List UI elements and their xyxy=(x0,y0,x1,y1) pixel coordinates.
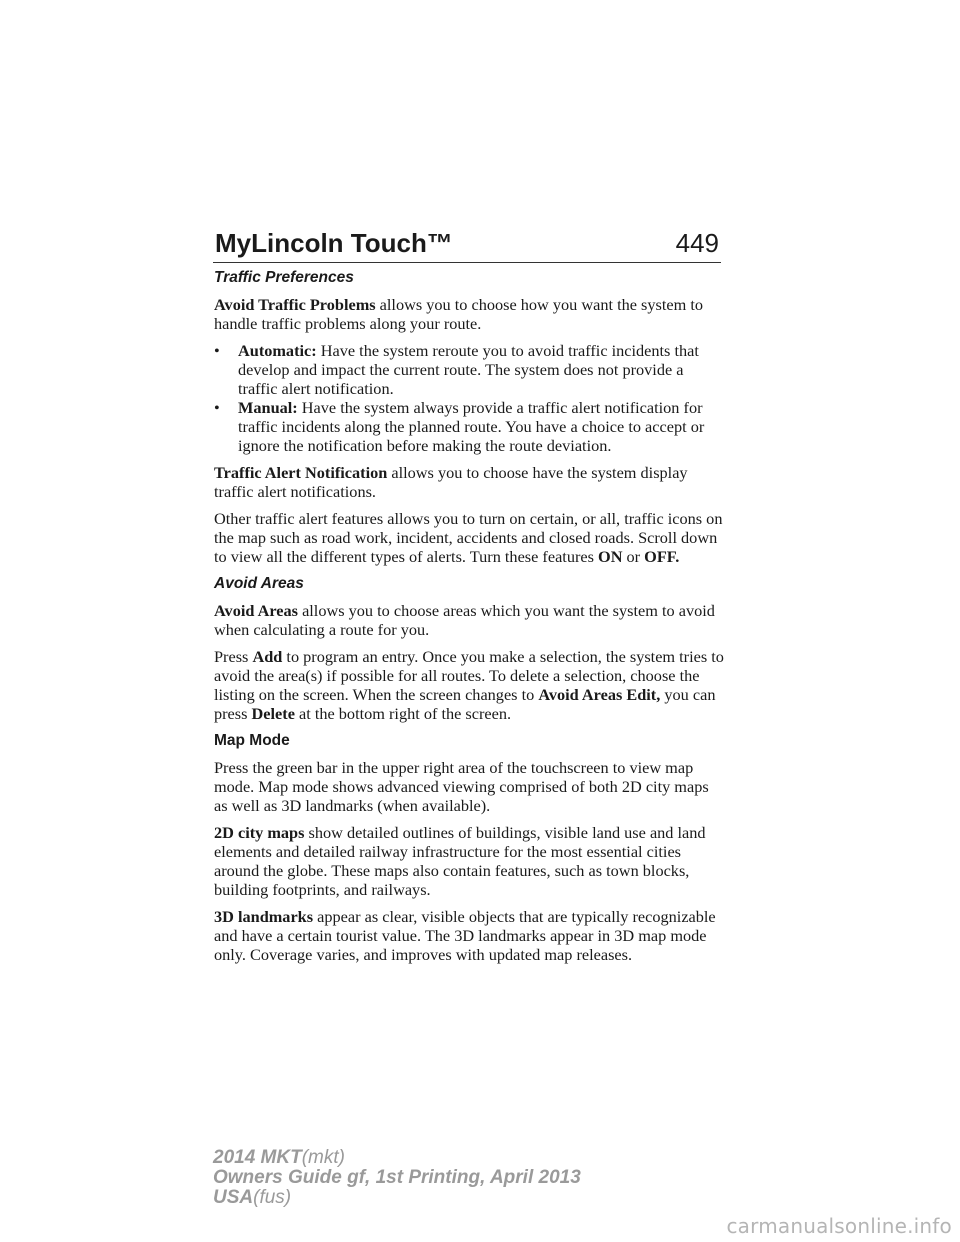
off-label: OFF. xyxy=(644,547,680,566)
page-header xyxy=(213,228,721,263)
traffic-alert-text: allows you to choose have the system display traffic alert notifications. xyxy=(214,463,688,501)
manual-text: Have the system always provide a traffic alert notification for traffic incidents along the planned route. You have a choice to accept or ignore the notification before making the route deviation. xyxy=(238,398,705,455)
automatic-text: Have the system reroute you to avoid traffic incidents that develop and impact the current route. The system does not provide a traffic alert notification. xyxy=(238,341,699,398)
other-alerts-text: Other traffic alert features allows you to turn on certain, or all, traffic icons on the map such as road work, incident, accidents and closed roads. Scroll down to view all the different types of alerts. Turn these features xyxy=(214,509,723,566)
add-text: to program an entry. Once you make a selection, the system tries to avoid the area(s) if possible for all routes. To delete a selection, choose the listing on the screen. When the screen changes to xyxy=(214,647,724,704)
other-alerts-paragraph xyxy=(214,509,724,566)
term-avoid-traffic-problems: Avoid Traffic Problems xyxy=(214,295,376,314)
on-label: ON xyxy=(598,547,623,566)
bullet-marker: • xyxy=(214,341,220,360)
footer-model: 2014 MKT xyxy=(213,1147,302,1168)
footer-market-code: (fus) xyxy=(253,1187,292,1208)
heading-map-mode: Map Mode xyxy=(214,732,290,749)
footer-line-guide: Owners Guide gf, 1st Printing, April 2013 xyxy=(213,1167,581,1188)
delete-text: at the bottom right of the screen. xyxy=(299,704,512,723)
avoid-areas-text: allows you to choose areas which you want the system to avoid when calculating a route for you. xyxy=(214,601,715,639)
avoid-areas-instructions xyxy=(214,647,724,723)
avoid-areas-edit-label: Avoid Areas Edit, xyxy=(538,685,661,704)
list-item-manual xyxy=(214,398,724,455)
avoid-traffic-problems-text: allows you to choose how you want the system to handle traffic problems along your route. xyxy=(214,295,703,333)
term-automatic: Automatic: xyxy=(238,341,317,360)
landmarks-paragraph xyxy=(214,907,724,964)
city-maps-text: show detailed outlines of buildings, visible land use and land elements and detailed railway infrastructure for the most essential cities around the globe. These maps also contain features, such as town blocks, building footprints, and railways. xyxy=(214,823,706,899)
heading-avoid-areas: Avoid Areas xyxy=(214,575,304,592)
avoid-traffic-problems-paragraph xyxy=(214,295,724,333)
page-body xyxy=(214,268,724,972)
press-delete-text: you can press xyxy=(214,685,716,723)
term-traffic-alert-notification: Traffic Alert Notification xyxy=(214,463,388,482)
traffic-options-list xyxy=(214,341,724,455)
term-2d-city-maps: 2D city maps xyxy=(214,823,305,842)
city-maps-paragraph xyxy=(214,823,724,899)
footer-model-code: (mkt) xyxy=(301,1147,345,1168)
watermark: carmanualsonline.info xyxy=(726,1214,952,1238)
bullet-marker: • xyxy=(214,398,220,417)
traffic-alert-paragraph xyxy=(214,463,724,501)
press-text: Press xyxy=(214,647,249,666)
term-3d-landmarks: 3D landmarks xyxy=(214,907,314,926)
add-label: Add xyxy=(252,647,283,666)
footer-line-market xyxy=(213,1188,581,1208)
footer-line-model xyxy=(213,1148,581,1168)
landmarks-text: appear as clear, visible objects that are typically recognizable and have a certain tourist value. The 3D landmarks appear in 3D map mode only. Coverage varies, and improves with updated map releases. xyxy=(214,907,716,964)
footer-market: USA xyxy=(213,1187,254,1208)
list-item-automatic xyxy=(214,341,724,398)
term-avoid-areas: Avoid Areas xyxy=(214,601,298,620)
chapter-title: MyLincoln Touch™ xyxy=(215,228,453,258)
or-text: or xyxy=(626,547,641,566)
term-manual: Manual: xyxy=(238,398,298,417)
heading-traffic-preferences: Traffic Preferences xyxy=(214,269,354,286)
map-mode-intro: Press the green bar in the upper right area of the touchscreen to view map mode. Map mode shows advanced viewing comprised of both 2D city maps as well as 3D landmarks (when available). xyxy=(214,758,709,815)
page-number: 449 xyxy=(675,228,719,258)
avoid-areas-paragraph xyxy=(214,601,724,639)
print-footer xyxy=(213,1148,581,1208)
delete-label: Delete xyxy=(251,704,295,723)
